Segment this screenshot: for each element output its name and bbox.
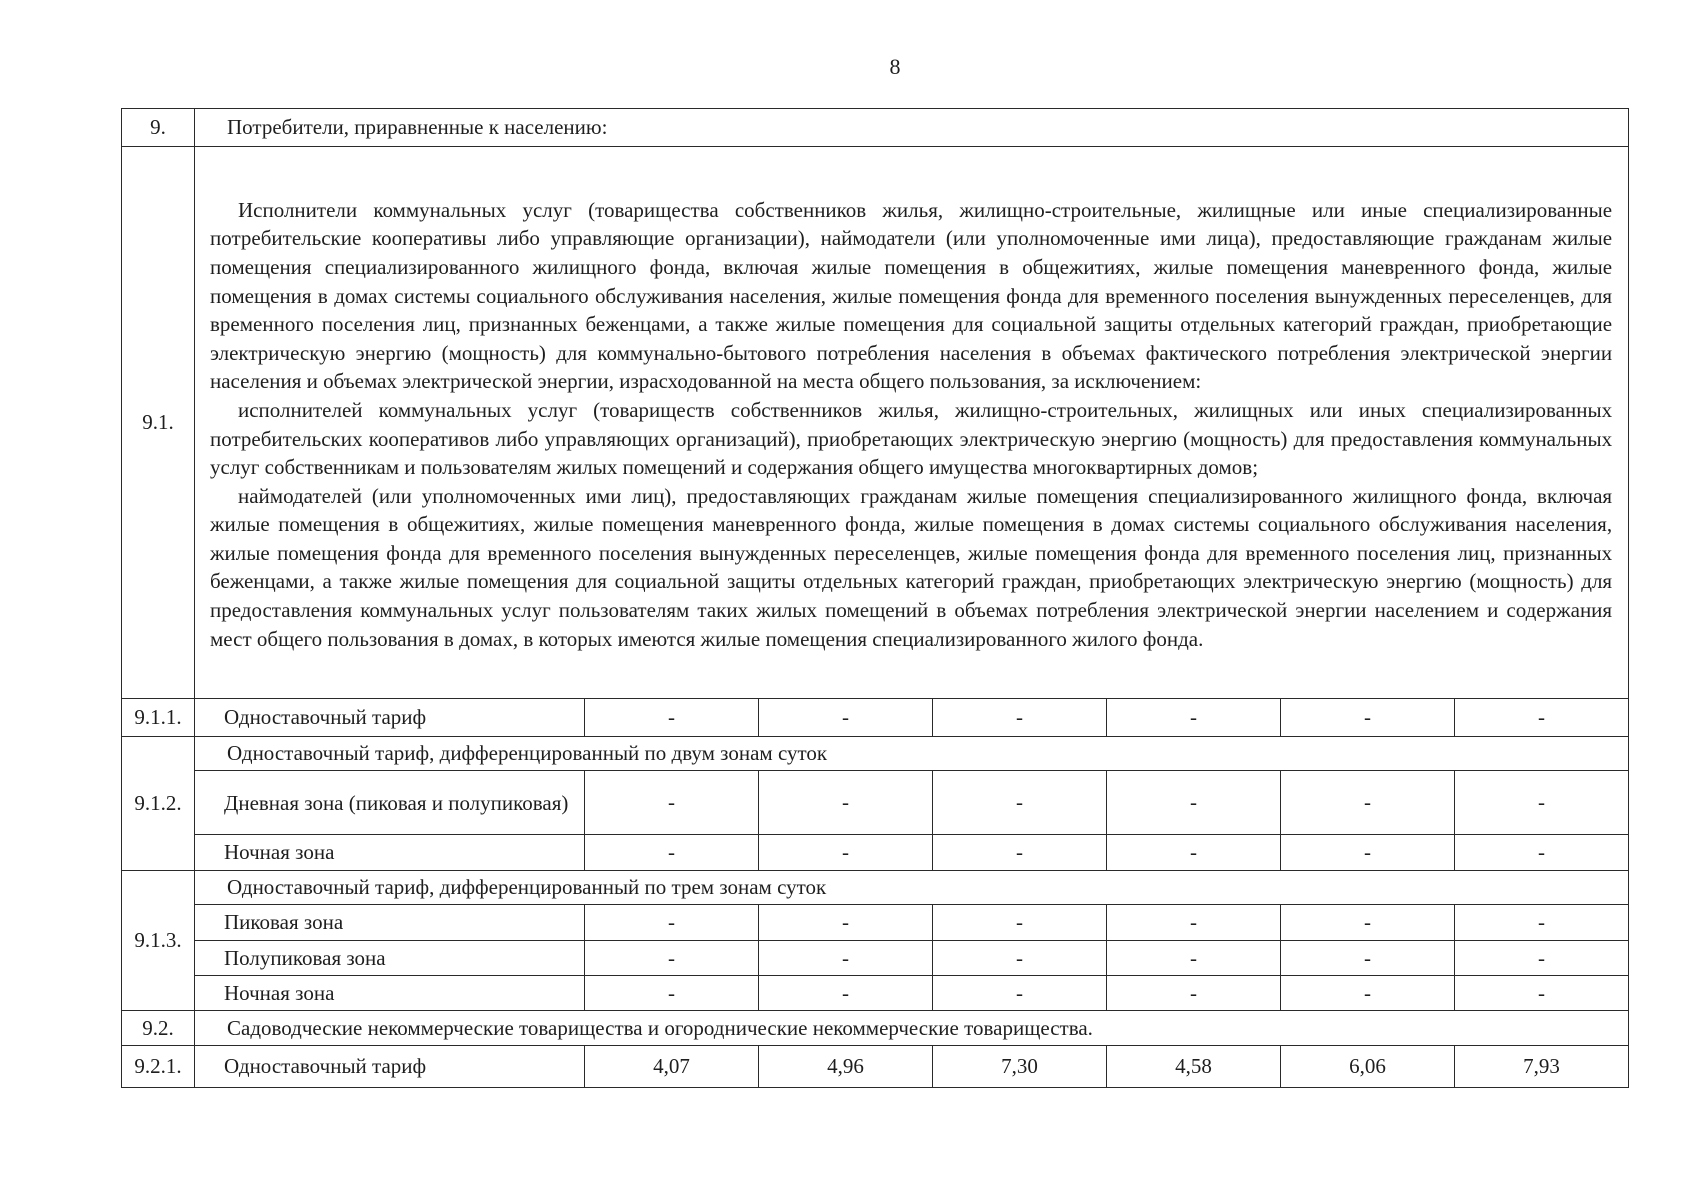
row-9-1-1 [122,699,1629,737]
value-cell: - [933,835,1107,871]
value-cell: - [933,905,1107,941]
value-cell: - [585,976,759,1011]
row-number: 9.2.1. [122,1046,195,1088]
value-cell: - [1281,835,1455,871]
value-cell: - [1107,835,1281,871]
value-cell: - [933,771,1107,835]
value-cell: - [1281,699,1455,737]
paragraph: Исполнители коммунальных услуг (товарищества собственников жилья, жилищно-строительные, жилищные или иные специализированные потребительские кооперативы либо управляющие организации), наймодатели (или уполномоченные ими лица), предоставляющие гражданам жилые помещения специализированного жилищного фонда, включая жилые помещения в общежитиях, жилые помещения маневренного фонда, жилые помещения в домах системы социального обслуживания населения, жилые помещения фонда для временного поселения вынужденных переселенцев, для временного поселения лиц, признанных беженцами, а также жилые помещения для социальной защиты отдельных категорий граждан, приобретающие электрическую энергию (мощность) для коммунально-бытового потребления населения в объемах фактического потребления электрической энергии населения и объемах электрической энергии, израсходованной на места общего пользования, за исключением: [210,197,1613,394]
paragraph: наймодателей (или уполномоченных ими лиц), предоставляющих гражданам жилые помещения специализированного жилищного фонда, включая жилые помещения в общежитиях, жилые помещения маневренного фонда, жилые помещения в домах системы социального обслуживания населения, жилые помещения фонда для временного поселения вынужденных переселенцев, жилые помещения фонда для временного поселения лиц, признанных беженцами, а также жилые помещения для социальной защиты отдельных категорий граждан, приобретающих электрическую энергию (мощность) для предоставления коммунальных услуг пользователям таких жилых помещений в объемах потребления электрической энергии населением и содержания мест общего пользования в домах, в которых имеются жилые помещения специализированного жилого фонда. [210,483,1613,651]
value-cell: 7,93 [1455,1046,1629,1088]
row-number: 9.1. [122,147,195,699]
row-9-2-1 [122,1046,1629,1088]
row-9-1-3-peak [122,905,1629,941]
value-cell: 7,30 [933,1046,1107,1088]
row-9-2 [122,1011,1629,1046]
value-cell: - [585,699,759,737]
value-cell: - [585,771,759,835]
row-number: 9. [122,109,195,147]
row-9-1-3-night [122,976,1629,1011]
row-label: Одноставочный тариф [195,1046,585,1088]
row-number: 9.2. [122,1011,195,1046]
row-label: Ночная зона [195,976,585,1011]
section-title: Потребители, приравненные к населению: [195,109,1629,147]
value-cell: - [759,699,933,737]
value-cell: - [1455,771,1629,835]
section-description [195,147,1629,699]
value-cell: - [933,941,1107,976]
row-number: 9.1.3. [122,871,195,1011]
value-cell: - [1107,905,1281,941]
value-cell: - [1455,976,1629,1011]
row-label: Ночная зона [195,835,585,871]
value-cell: 4,58 [1107,1046,1281,1088]
row-number: 9.1.1. [122,699,195,737]
value-cell: 4,07 [585,1046,759,1088]
value-cell: - [1281,941,1455,976]
value-cell: - [759,905,933,941]
row-9-1-2-day [122,771,1629,835]
row-9-1-2-header [122,737,1629,771]
value-cell: 4,96 [759,1046,933,1088]
row-label: Пиковая зона [195,905,585,941]
value-cell: - [1455,941,1629,976]
value-cell: - [585,905,759,941]
value-cell: - [759,976,933,1011]
value-cell: - [1107,976,1281,1011]
row-label: Одноставочный тариф [195,699,585,737]
value-cell: - [933,699,1107,737]
value-cell: - [1107,699,1281,737]
value-cell: - [759,771,933,835]
value-cell: - [1107,941,1281,976]
tariff-table [121,108,1629,1088]
value-cell: - [585,941,759,976]
value-cell: - [759,835,933,871]
value-cell: - [1107,771,1281,835]
value-cell: - [1455,905,1629,941]
tariff-table-fragment [121,108,1628,1088]
row-label: Полупиковая зона [195,941,585,976]
value-cell: - [1455,835,1629,871]
row-label: Дневная зона (пиковая и полупиковая) [195,771,585,835]
page-number: 8 [889,54,901,79]
value-cell: - [759,941,933,976]
section-title: Садоводческие некоммерческие товарищества и огороднические некоммерческие товарищества. [195,1011,1629,1046]
row-number: 9.1.2. [122,737,195,871]
value-cell: - [1281,976,1455,1011]
value-cell: - [585,835,759,871]
row-9-1-2-night [122,835,1629,871]
row-9 [122,109,1629,147]
paragraph: исполнителей коммунальных услуг (товариществ собственников жилья, жилищно-строительных, жилищных или иных специализированных потребительских кооперативов либо управляющих организаций), приобретающих электрическую энергию (мощность) для предоставления коммунальных услуг собственникам и пользователям жилых помещений и содержания общего имущества многоквартирных домов; [210,397,1613,480]
value-cell: - [1281,905,1455,941]
row-9-1-3-semipeak [122,941,1629,976]
value-cell: - [933,976,1107,1011]
row-9-1 [122,147,1629,699]
value-cell: - [1455,699,1629,737]
value-cell: 6,06 [1281,1046,1455,1088]
subsection-title: Одноставочный тариф, дифференцированный по двум зонам суток [195,737,1629,771]
row-9-1-3-header [122,871,1629,905]
subsection-title: Одноставочный тариф, дифференцированный по трем зонам суток [195,871,1629,905]
value-cell: - [1281,771,1455,835]
